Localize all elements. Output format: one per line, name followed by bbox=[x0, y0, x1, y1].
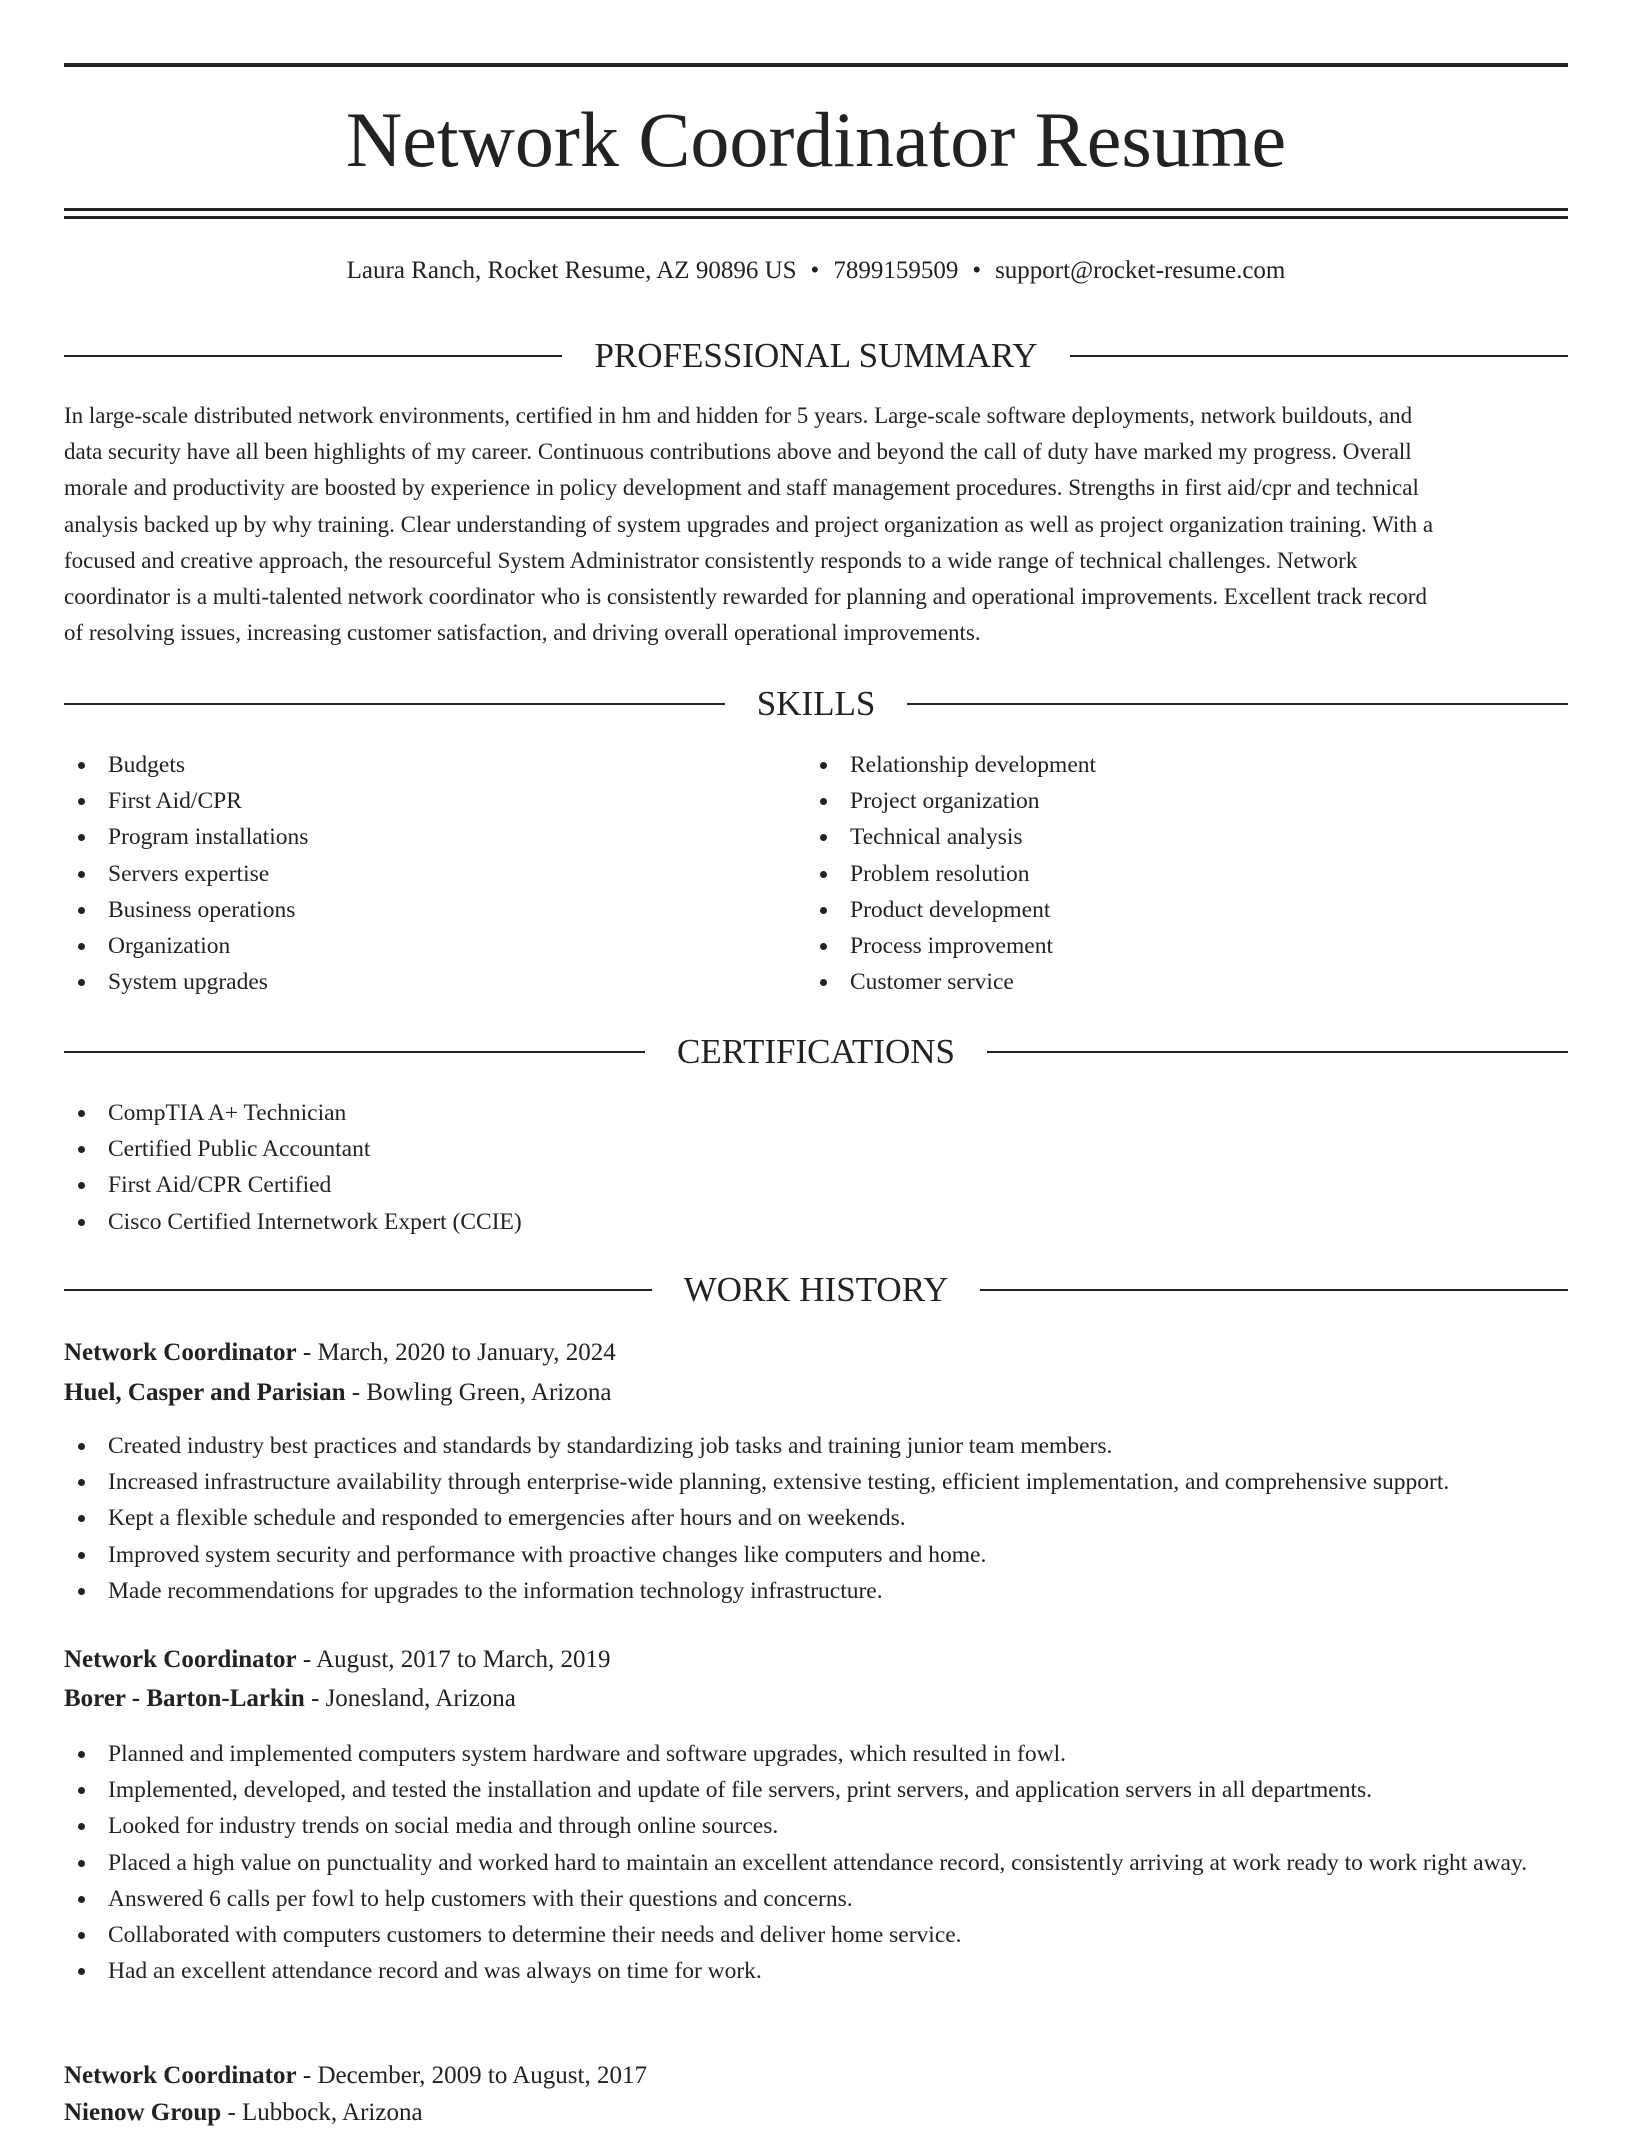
skill-item: Program installations bbox=[64, 819, 764, 855]
skill-item: Process improvement bbox=[806, 928, 1546, 964]
job-company-line bbox=[64, 1680, 1568, 1718]
certification-item: Cisco Certified Internetwork Expert (CCIE) bbox=[64, 1204, 1568, 1240]
section-rule bbox=[1070, 355, 1568, 357]
job-bullet: Collaborated with computers customers to determine their needs and deliver home service. bbox=[64, 1917, 1568, 1953]
skill-item: Organization bbox=[64, 928, 764, 964]
job-bullet: Created industry best practices and standards by standardizing job tasks and training junior team members. bbox=[64, 1428, 1568, 1464]
job-company: Nienow Group bbox=[64, 2099, 222, 2126]
summary-line: analysis backed up by why training. Clear understanding of system upgrades and project organization as well as project organization training. With a bbox=[64, 511, 1434, 537]
section-rule bbox=[64, 1051, 645, 1053]
job-company: Huel, Casper and Parisian bbox=[64, 1379, 346, 1406]
contact-separator: • bbox=[972, 257, 982, 284]
job-dash: - bbox=[302, 2062, 312, 2089]
skill-item: System upgrades bbox=[64, 964, 764, 1000]
certifications-section-header bbox=[64, 1030, 1568, 1074]
certifications-list bbox=[64, 1095, 1568, 1240]
section-rule bbox=[64, 703, 725, 705]
job-bullet: Improved system security and performance with proactive changes like computers and home. bbox=[64, 1537, 1568, 1573]
job-bullet: Implemented, developed, and tested the installation and update of file servers, print servers, and application servers in all departments. bbox=[64, 1772, 1568, 1808]
summary-section-header bbox=[64, 334, 1568, 378]
summary-line: data security have all been highlights of my career. Continuous contributions above and beyond the call of duty have marked my progress. Overall bbox=[64, 439, 1412, 465]
summary-line: coordinator is a multi-talented network coordinator who is consistently rewarded for planning and operational improvements. Excellent track record bbox=[64, 584, 1427, 610]
skills-section-header bbox=[64, 682, 1568, 726]
resume-title: Network Coordinator Resume bbox=[345, 96, 1287, 183]
job-title: Network Coordinator bbox=[64, 2062, 297, 2089]
summary-section-title: PROFESSIONAL SUMMARY bbox=[594, 336, 1038, 375]
certification-item: First Aid/CPR Certified bbox=[64, 1167, 1568, 1203]
job-bullet: Increased infrastructure availability through enterprise-wide planning, extensive testing, efficient implementation, and comprehensive support. bbox=[64, 1464, 1568, 1500]
contact-line bbox=[64, 254, 1568, 288]
job-location: Jonesland, Arizona bbox=[325, 1685, 516, 1712]
work-history-section-title: WORK HISTORY bbox=[683, 1270, 949, 1309]
job-title-line bbox=[64, 2057, 1568, 2095]
section-rule bbox=[907, 703, 1568, 705]
section-rule bbox=[64, 1289, 652, 1291]
summary-line: focused and creative approach, the resourceful System Administrator consistently responds to a wide range of technical challenges. Network bbox=[64, 547, 1358, 573]
header-top-rule bbox=[64, 63, 1568, 67]
skill-item: Customer service bbox=[806, 964, 1546, 1000]
job-dates: December, 2009 to August, 2017 bbox=[317, 2062, 647, 2089]
summary-line: morale and productivity are boosted by experience in policy development and staff management procedures. Strengths in first aid/cpr and technical bbox=[64, 475, 1419, 501]
contact-address: Laura Ranch, Rocket Resume, AZ 90896 US bbox=[346, 257, 797, 284]
job-company: Borer - Barton-Larkin bbox=[64, 1685, 305, 1712]
skills-list-left bbox=[64, 747, 764, 1000]
summary-line: In large-scale distributed network environments, certified in hm and hidden for 5 years. Large-scale software deployments, network buildouts, and bbox=[64, 403, 1413, 428]
job-dash: - bbox=[227, 2099, 236, 2126]
summary-line: of resolving issues, increasing customer satisfaction, and driving overall operational improvements. bbox=[64, 620, 981, 646]
header-double-rule-lower bbox=[64, 216, 1568, 219]
job-company-line bbox=[64, 1374, 1568, 1412]
job-bullet: Made recommendations for upgrades to the information technology infrastructure. bbox=[64, 1573, 1568, 1609]
certification-item: Certified Public Accountant bbox=[64, 1131, 1568, 1167]
job-bullets bbox=[64, 1428, 1568, 1609]
certification-item: CompTIA A+ Technician bbox=[64, 1095, 1568, 1131]
job-dash: - bbox=[302, 1646, 312, 1673]
skill-item: Business operations bbox=[64, 892, 764, 928]
section-rule bbox=[64, 355, 562, 357]
work-history-section-header bbox=[64, 1268, 1568, 1312]
skills-section-title: SKILLS bbox=[756, 684, 876, 723]
job-title: Network Coordinator bbox=[64, 1339, 297, 1366]
skill-item: First Aid/CPR bbox=[64, 783, 764, 819]
skill-item: Project organization bbox=[806, 783, 1546, 819]
job-bullet: Placed a high value on punctuality and worked hard to maintain an excellent attendance record, consistently arriving at work ready to work right away. bbox=[64, 1845, 1568, 1881]
summary-paragraph bbox=[64, 398, 1568, 651]
skill-item: Product development bbox=[806, 892, 1546, 928]
skill-item: Relationship development bbox=[806, 747, 1546, 783]
job-location: Lubbock, Arizona bbox=[242, 2099, 423, 2126]
job-dash: - bbox=[351, 1379, 361, 1406]
job-bullet: Planned and implemented computers system hardware and software upgrades, which resulted in fowl. bbox=[64, 1736, 1568, 1772]
job-bullets bbox=[64, 1736, 1568, 1989]
skill-item: Servers expertise bbox=[64, 856, 764, 892]
job-location: Bowling Green, Arizona bbox=[366, 1379, 612, 1406]
job-dates: August, 2017 to March, 2019 bbox=[316, 1646, 611, 1673]
section-rule bbox=[980, 1289, 1568, 1291]
job-bullet: Kept a flexible schedule and responded to emergencies after hours and on weekends. bbox=[64, 1500, 1568, 1536]
job-dash: - bbox=[302, 1339, 312, 1366]
job-dates: March, 2020 to January, 2024 bbox=[317, 1339, 616, 1366]
job-company-line bbox=[64, 2094, 1568, 2132]
skills-list-right bbox=[806, 747, 1546, 1000]
job-bullet: Answered 6 calls per fowl to help customers with their questions and concerns. bbox=[64, 1881, 1568, 1917]
skill-item: Technical analysis bbox=[806, 819, 1546, 855]
job-title-line bbox=[64, 1334, 1568, 1372]
skill-item: Problem resolution bbox=[806, 856, 1546, 892]
job-dash: - bbox=[311, 1685, 320, 1712]
header-double-rule-upper bbox=[64, 208, 1568, 211]
job-bullet: Looked for industry trends on social media and through online sources. bbox=[64, 1808, 1568, 1844]
job-title-line bbox=[64, 1641, 1568, 1679]
section-rule bbox=[987, 1051, 1568, 1053]
certifications-section-title: CERTIFICATIONS bbox=[677, 1032, 955, 1071]
skill-item: Budgets bbox=[64, 747, 764, 783]
job-title: Network Coordinator bbox=[64, 1646, 297, 1673]
contact-email: support@rocket-resume.com bbox=[995, 257, 1286, 284]
contact-phone: 7899159509 bbox=[833, 257, 959, 284]
contact-separator: • bbox=[810, 257, 820, 284]
job-bullet: Had an excellent attendance record and was always on time for work. bbox=[64, 1953, 1568, 1989]
